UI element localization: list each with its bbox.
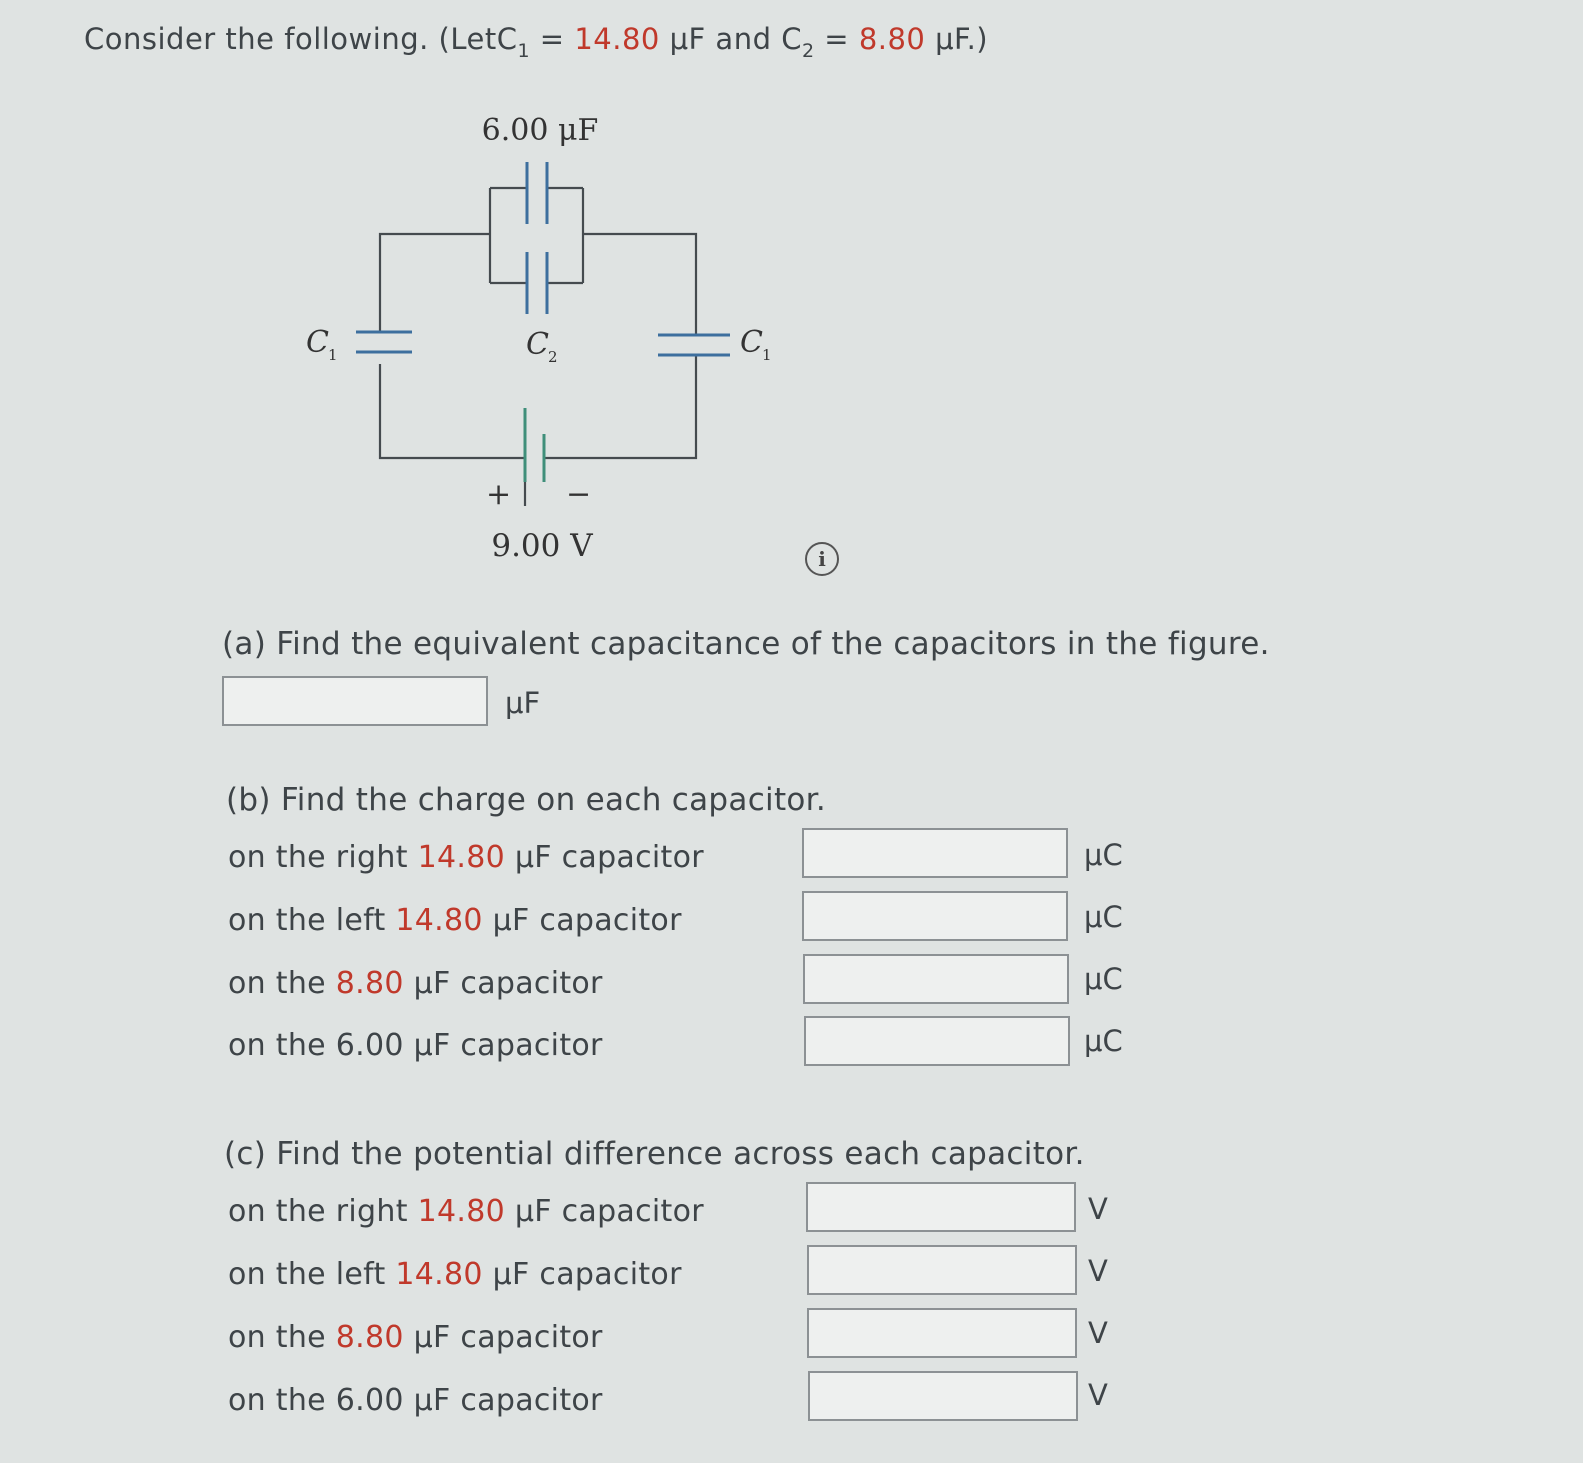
part-a-answer-input[interactable] [222,676,488,726]
part-a-question: (a) Find the equivalent capacitance of the capacitors in the figure. [222,626,1270,662]
c-unit-3: V [1088,1316,1108,1350]
right-c1-sub: 1 [762,346,772,364]
c2-value: 8.80 [858,22,926,56]
wire-left-top [380,234,490,332]
c2-sub: 2 [548,348,558,366]
b-row-right-c1: on the right 14.80 μF capacitor [228,840,704,875]
c-unit-1: V [1088,1192,1108,1226]
b-row-c2: on the 8.80 μF capacitor [228,966,603,1001]
b-unit-1: μC [1084,838,1123,872]
left-c1-label: C [306,325,329,360]
c-answer-six-uf[interactable] [808,1371,1078,1421]
left-c1-capacitor [356,332,412,352]
c-row-c2: on the 8.80 μF capacitor [228,1320,603,1355]
b-answer-c2[interactable] [803,954,1069,1004]
problem-statement [84,22,988,62]
c-row-right-c1: on the right 14.80 μF capacitor [228,1194,704,1229]
right-c1-capacitor [658,335,730,355]
top-capacitor [527,162,547,224]
battery-label: 9.00 V [491,528,593,564]
b-unit-3: μC [1084,962,1123,996]
c1-symbol: C [496,22,518,56]
wire-right-bottom [545,355,696,458]
header-suffix: μF.) [925,22,989,56]
part-c-question: (c) Find the potential difference across each capacitor. [224,1136,1085,1172]
part-b-question: (b) Find the charge on each capacitor. [226,782,827,818]
equals-sign-2: = [814,22,859,56]
b-unit-2: μC [1084,900,1123,934]
c1-subscript: 1 [517,40,531,62]
c-answer-left-c1[interactable] [807,1245,1077,1295]
c-row-left-c1: on the left 14.80 μF capacitor [228,1257,682,1292]
c-answer-c2[interactable] [807,1308,1077,1358]
b-answer-right-c1[interactable] [802,828,1068,878]
part-a-unit: μF [505,686,541,720]
left-c1-sub: 1 [328,346,338,364]
c-answer-right-c1[interactable] [806,1182,1076,1232]
b-row-six-uf: on the 6.00 μF capacitor [228,1028,603,1063]
b-answer-six-uf[interactable] [804,1016,1070,1066]
c1-value: 14.80 [574,22,660,56]
info-icon[interactable]: i [805,542,839,576]
c2-label: C [526,327,549,362]
battery [525,408,544,482]
wire-left-bottom [380,364,525,458]
header-prefix: Consider the following. (Let [84,22,497,56]
c2-capacitor [527,252,547,314]
unit-and: μF and [659,22,782,56]
circuit-diagram [280,100,800,570]
right-c1-label: C [740,325,763,360]
c-unit-2: V [1088,1254,1108,1288]
top-cap-label: 6.00 μF [481,113,599,148]
b-unit-4: μC [1084,1024,1123,1058]
c2-subscript: 2 [801,40,815,62]
c-unit-4: V [1088,1378,1108,1412]
b-answer-left-c1[interactable] [802,891,1068,941]
c2-symbol: C [781,22,802,56]
c-row-six-uf: on the 6.00 μF capacitor [228,1383,603,1418]
b-row-left-c1: on the left 14.80 μF capacitor [228,903,682,938]
battery-plus: + [486,477,512,512]
battery-minus: − [566,477,592,512]
wire-right-top [583,234,696,335]
equals-sign: = [530,22,575,56]
